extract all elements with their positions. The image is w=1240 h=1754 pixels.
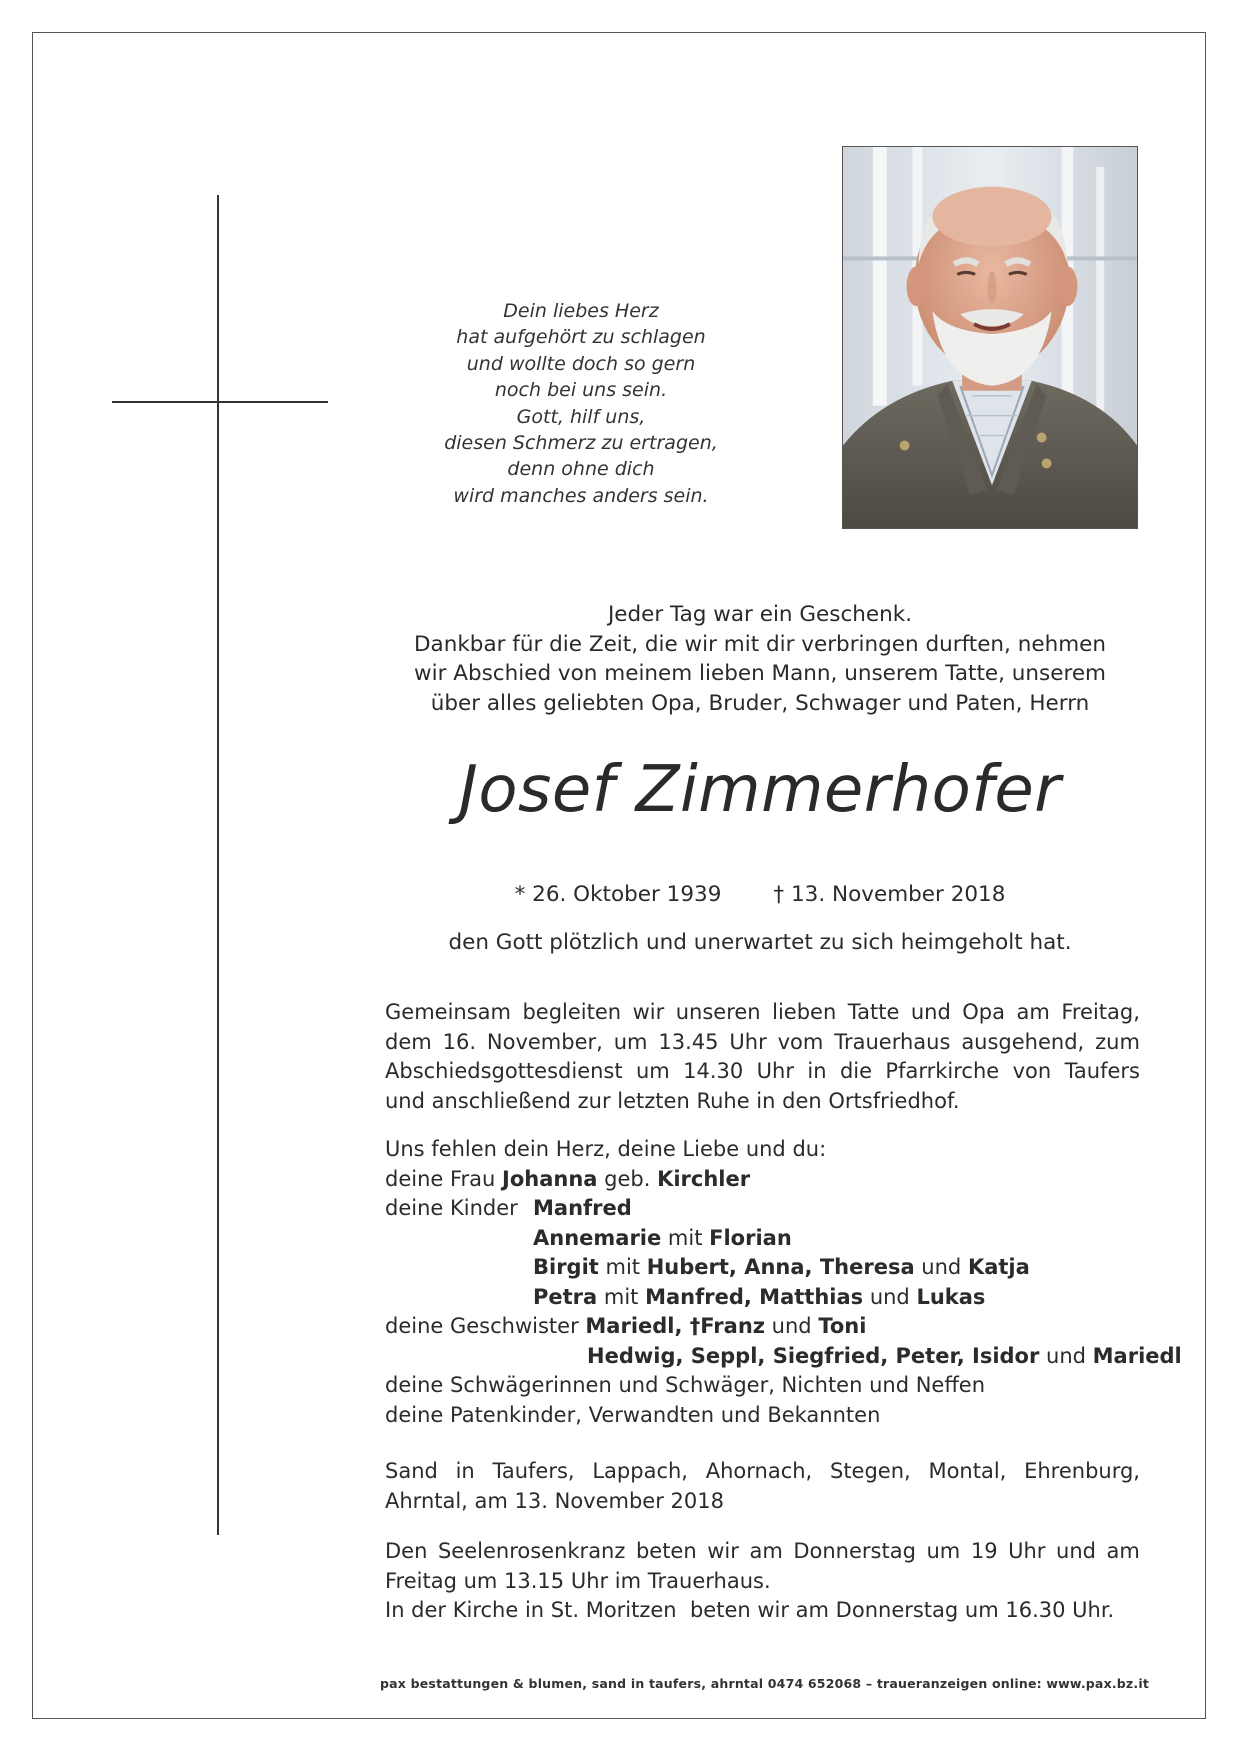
intro-line: über alles geliebten Opa, Bruder, Schwager und Paten, Herrn [430, 690, 1090, 716]
word: und anschließend zur letzten Ruhe in den Ortsfriedhof. [385, 1088, 960, 1113]
word: lieben [772, 1000, 837, 1024]
survivor-child: Birgit mit Hubert, Anna, Theresa und Katja [533, 1255, 1030, 1279]
survivor-inlaws: deine Schwägerinnen und Schwäger, Nichten und Neffen [385, 1373, 986, 1397]
word: 14.30 [683, 1059, 744, 1083]
word: Taufers [1064, 1059, 1140, 1083]
word: um [613, 1029, 648, 1054]
word: ausgehend, [961, 1029, 1085, 1054]
word: Ahornach, [705, 1459, 813, 1483]
word: um [926, 1539, 961, 1563]
intro-line: Jeder Tag war ein Geschenk. [607, 602, 913, 627]
life-dates [380, 880, 1140, 910]
survivor-child: deine Kinder Manfred [385, 1196, 632, 1220]
word: Uhr [756, 1059, 794, 1083]
poem-line: noch bei uns sein. [494, 379, 668, 402]
word: Uhr [729, 1029, 767, 1054]
word: Uhr [1008, 1539, 1046, 1563]
word: Donnerstag [793, 1539, 916, 1563]
funeral-line [385, 998, 1140, 1028]
rosary-line [385, 1596, 1140, 1626]
word: 13.45 [658, 1029, 719, 1054]
word: 16. [442, 1029, 477, 1054]
places-line [385, 1457, 1140, 1487]
rosary-paragraph [385, 1537, 1140, 1626]
word: vom [777, 1029, 824, 1054]
funeral-line [385, 1087, 1140, 1117]
word: Den [385, 1539, 428, 1563]
places-paragraph [385, 1457, 1140, 1516]
word: wir [707, 1539, 739, 1563]
word: und [1056, 1539, 1096, 1563]
word: Seelenrosenkranz [437, 1539, 626, 1563]
word: Pfarrkirche [885, 1059, 1000, 1083]
poem-line: hat aufgehört zu schlagen [456, 326, 706, 349]
word: am [1106, 1539, 1140, 1563]
word: Ahrntal, am 13. November 2018 [385, 1488, 724, 1513]
word: Opa [962, 1000, 1006, 1024]
survivor-siblings: deine Geschwister Mariedl, †Franz und Toni [385, 1314, 867, 1338]
word: am [749, 1539, 783, 1563]
word: am [1016, 1000, 1050, 1024]
word: unseren [675, 1000, 761, 1024]
poem [420, 298, 742, 509]
intro-text [380, 600, 1140, 718]
poem-line: denn ohne dich [507, 458, 655, 481]
word: beten [635, 1539, 697, 1563]
word: von [1012, 1059, 1052, 1083]
birth-date: * 26. Oktober 1939 [514, 882, 722, 907]
places-line [385, 1487, 1140, 1517]
word: Tatte [847, 1000, 900, 1024]
poem-line: wird manches anders sein. [453, 484, 709, 507]
survivors-list [385, 1135, 1182, 1430]
word: Lappach, [592, 1459, 688, 1483]
word: 19 [970, 1539, 998, 1563]
word: und [910, 1000, 951, 1024]
funeral-paragraph [385, 998, 1140, 1116]
word: die [839, 1059, 873, 1083]
funeral-line [385, 1057, 1140, 1087]
survivors-heading: Uns fehlen dein Herz, deine Liebe und du: [385, 1137, 827, 1161]
word: wir [632, 1000, 665, 1024]
intro-line: wir Abschied von meinem lieben Mann, unserem Tatte, unserem [414, 661, 1106, 686]
poem-line: diesen Schmerz zu ertragen, [444, 432, 718, 455]
survivor-child: Annemarie mit Florian [533, 1225, 792, 1250]
footer-imprint: pax bestattungen & blumen, sand in taufers, ahrntal 0474 652068 – traueranzeigen online: www.pax.bz.it [380, 1676, 1150, 1691]
portrait-illustration [843, 147, 1137, 528]
word: Freitag um 13.15 Uhr im Trauerhaus. [385, 1568, 771, 1593]
word: Taufers, [492, 1459, 575, 1483]
word: Stegen, [829, 1459, 911, 1483]
word: Abschiedsgottesdienst [385, 1059, 623, 1083]
rosary-line [385, 1537, 1140, 1567]
word: Gemeinsam [385, 1000, 511, 1024]
intro-line: Dankbar für die Zeit, die wir mit dir verbringen durften, nehmen [413, 631, 1107, 657]
word: in [807, 1059, 827, 1083]
poem-line: und wollte doch so gern [466, 352, 696, 375]
word: Freitag, [1061, 1000, 1140, 1024]
poem-line: Gott, hilf uns, [516, 405, 646, 428]
funeral-line [385, 1028, 1140, 1058]
survivor-wife: deine Frau Johanna geb. Kirchler [385, 1166, 751, 1191]
word: dem [385, 1029, 432, 1054]
word: November, [486, 1029, 603, 1054]
poem-line: Dein liebes Herz [503, 300, 659, 322]
portrait-photo [842, 146, 1138, 529]
heimgeholt-line: den Gott plötzlich und unerwartet zu sich heimgeholt hat. [448, 930, 1072, 955]
word: Ehrenburg, [1024, 1459, 1140, 1483]
word: zum [1095, 1029, 1140, 1054]
cross-vertical-bar [217, 195, 219, 1535]
survivor-siblings: Hedwig, Seppl, Siegfried, Peter, Isidor und Mariedl [587, 1343, 1182, 1368]
survivor-child: Petra mit Manfred, Matthias und Lukas [533, 1284, 986, 1309]
word: Montal, [928, 1459, 1007, 1483]
deceased-name: Josef Zimmerhofer [458, 753, 1062, 827]
word: In der Kirche in St. Moritzen beten wir am Donnerstag um 16.30 Uhr. [385, 1598, 1115, 1622]
word: in [455, 1459, 475, 1483]
rosary-line [385, 1567, 1140, 1597]
survivor-godchildren: deine Patenkinder, Verwandten und Bekannten [385, 1402, 881, 1427]
cross-horizontal-bar [112, 401, 328, 403]
word: begleiten [522, 1000, 622, 1024]
word: um [635, 1059, 670, 1083]
word: Trauerhaus [834, 1029, 951, 1054]
death-date: † 13. November 2018 [773, 882, 1006, 907]
word: Sand [385, 1459, 438, 1483]
